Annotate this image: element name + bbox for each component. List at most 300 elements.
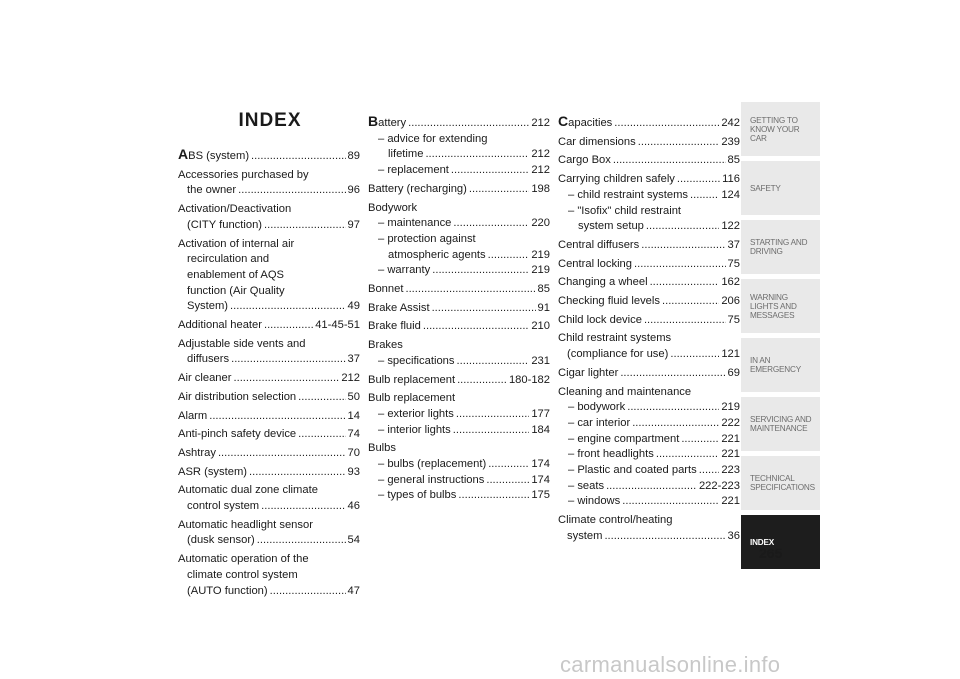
- index-line: [558, 385, 740, 401]
- index-line: [558, 494, 740, 510]
- leader-dots: [641, 238, 725, 254]
- watermark: carmanualsonline.info: [560, 652, 781, 677]
- index-entry: [558, 257, 740, 273]
- page-ref: 124: [721, 188, 740, 201]
- index-line: [368, 354, 550, 370]
- leader-dots: [425, 147, 529, 163]
- entry-label: (AUTO function): [187, 584, 268, 597]
- page-ref: 206: [721, 295, 740, 308]
- index-entry: [368, 301, 550, 317]
- index-line: [178, 318, 360, 334]
- entry-label: – seats: [568, 479, 605, 492]
- index-entry: [558, 366, 740, 382]
- index-line: [368, 282, 550, 298]
- page-ref: 49: [347, 300, 360, 313]
- leader-dots: [453, 216, 529, 232]
- index-line: [558, 463, 740, 479]
- entry-label: Cleaning and maintenance: [558, 385, 692, 398]
- page-ref: 46: [347, 500, 360, 513]
- index-line: [178, 465, 360, 481]
- leader-dots: [231, 352, 345, 368]
- index-entry: [558, 153, 740, 169]
- page-ref: 219: [531, 248, 550, 261]
- page-ref: 174: [531, 473, 550, 486]
- leader-dots: [620, 366, 725, 382]
- entry-label: – exterior lights: [378, 407, 454, 420]
- leader-dots: [264, 218, 346, 234]
- page-ref: 220: [531, 217, 550, 230]
- entry-label: atmospheric agents: [388, 248, 486, 261]
- page-ref: 222: [721, 416, 740, 429]
- entry-label: – warranty: [378, 264, 431, 277]
- entry-label: – maintenance: [378, 217, 452, 230]
- index-entry: [178, 318, 360, 334]
- index-entry: [178, 237, 360, 316]
- leader-dots: [261, 499, 345, 515]
- index-line: [368, 319, 550, 335]
- entry-label: the owner: [187, 184, 237, 197]
- page-ref: 91: [537, 301, 550, 314]
- entry-label: – front headlights: [568, 448, 654, 461]
- index-column-b: [368, 114, 550, 507]
- index-line: [558, 432, 740, 448]
- page-ref: 70: [347, 446, 360, 459]
- index-line: [558, 172, 740, 188]
- entry-label: Checking fluid levels: [558, 295, 660, 308]
- index-line: [178, 299, 360, 315]
- entry-label: – windows: [568, 495, 621, 508]
- leader-dots: [270, 584, 346, 600]
- index-entry: [368, 114, 550, 179]
- leader-dots: [699, 463, 720, 479]
- leader-dots: [432, 301, 536, 317]
- leader-dots: [233, 371, 339, 387]
- section-tab[interactable]: [741, 102, 820, 156]
- leader-dots: [230, 299, 346, 315]
- leader-dots: [650, 275, 720, 291]
- entry-label: Battery (recharging): [368, 182, 467, 195]
- page-ref: 210: [531, 320, 550, 333]
- index-entry: [558, 238, 740, 254]
- page-ref: 212: [531, 117, 550, 129]
- page-ref: 222-223: [698, 479, 740, 492]
- leader-dots: [218, 446, 346, 462]
- page-ref: 239: [721, 135, 740, 148]
- entry-label: Air distribution selection: [178, 390, 297, 403]
- entry-label: Bodywork: [368, 201, 418, 214]
- leader-dots: [249, 465, 346, 481]
- entry-label: Air cleaner: [178, 372, 232, 385]
- section-tab-label: IN AN EMERGENCY: [750, 356, 801, 374]
- index-line: [368, 132, 550, 148]
- leader-dots: [604, 529, 725, 545]
- page-ref: 41-45-51: [315, 319, 360, 332]
- entry-label: attery: [378, 117, 407, 129]
- index-line: [558, 188, 740, 204]
- index-entry: [558, 114, 740, 132]
- index-entry: [178, 465, 360, 481]
- entry-label: – bulbs (replacement): [378, 458, 487, 471]
- index-entry: [558, 135, 740, 151]
- page-ref: 219: [721, 401, 740, 414]
- entry-label: – replacement: [378, 164, 449, 177]
- page-ref: 37: [727, 238, 740, 251]
- page-ref: 85: [537, 283, 550, 296]
- index-column-a: [178, 147, 360, 602]
- page-ref: 221: [721, 432, 740, 445]
- page-ref: 177: [531, 407, 550, 420]
- entry-label: climate control system: [187, 568, 298, 581]
- entry-label: – child restraint systems: [568, 188, 688, 201]
- entry-label: Activation/Deactivation: [178, 203, 292, 216]
- leader-dots: [662, 294, 719, 310]
- section-tab[interactable]: [741, 161, 820, 215]
- entry-label: (CITY function): [187, 218, 263, 231]
- leader-dots: [298, 390, 345, 406]
- index-line: [178, 552, 360, 568]
- page-ref: 198: [531, 182, 550, 195]
- index-line: [178, 499, 360, 515]
- entry-label: Ashtray: [178, 446, 216, 459]
- section-tab-label: INDEX: [750, 537, 775, 547]
- page-ref: 122: [721, 220, 740, 233]
- page-ref: 184: [531, 423, 550, 436]
- entry-label: Brakes: [368, 339, 403, 352]
- index-line: [368, 263, 550, 279]
- leader-dots: [298, 427, 345, 443]
- leader-dots: [488, 457, 529, 473]
- index-line: [558, 513, 740, 529]
- entry-label: Central diffusers: [558, 238, 640, 251]
- page-ref: 116: [722, 173, 740, 186]
- entry-label: – protection against: [378, 232, 476, 245]
- index-entry: [368, 391, 550, 438]
- leader-dots: [677, 172, 720, 188]
- index-line: [558, 479, 740, 495]
- page-ref: 37: [347, 353, 360, 366]
- entry-label: – engine compartment: [568, 432, 680, 445]
- index-line: [178, 518, 360, 534]
- entry-label: – advice for extending: [378, 132, 488, 145]
- entry-label: Automatic operation of the: [178, 553, 309, 566]
- index-line: [558, 257, 740, 273]
- index-line: [368, 441, 550, 457]
- page-ref: 219: [531, 264, 550, 277]
- index-entry: [558, 294, 740, 310]
- index-line: [368, 488, 550, 504]
- index-entry: [368, 373, 550, 389]
- entry-label: Child restraint systems: [558, 332, 672, 345]
- leader-dots: [251, 149, 346, 165]
- entry-label: Climate control/heating: [558, 514, 673, 527]
- entry-label: System): [187, 300, 229, 313]
- index-line: [558, 366, 740, 382]
- entry-label: – "Isofix" child restraint: [568, 204, 682, 217]
- index-line: [178, 427, 360, 443]
- page-ref: 50: [347, 390, 360, 403]
- index-entry: [178, 518, 360, 549]
- index-line: [558, 400, 740, 416]
- leader-dots: [209, 409, 345, 425]
- index-line: [178, 147, 360, 165]
- section-tab-label: SERVICING AND MAINTENANCE: [750, 415, 812, 433]
- leader-dots: [681, 432, 719, 448]
- index-line: [558, 238, 740, 254]
- entry-label: Central locking: [558, 257, 632, 270]
- leader-dots: [456, 407, 529, 423]
- entry-label: Cigar lighter: [558, 366, 619, 379]
- page-ref: 180-182: [508, 373, 550, 386]
- leader-dots: [423, 319, 529, 335]
- index-entry: [368, 319, 550, 335]
- index-line: [558, 275, 740, 291]
- leader-dots: [632, 416, 719, 432]
- leader-dots: [405, 282, 535, 298]
- index-line: [558, 331, 740, 347]
- page-ref: 174: [531, 458, 550, 471]
- leader-dots: [451, 163, 529, 179]
- index-line: [178, 168, 360, 184]
- section-tab-label: WARNING LIGHTS AND MESSAGES: [750, 292, 797, 320]
- entry-label: control system: [187, 500, 260, 513]
- page-ref: 221: [721, 495, 740, 508]
- index-line: [178, 352, 360, 368]
- page-ref: 85: [727, 154, 740, 167]
- index-line: [178, 284, 360, 300]
- entry-label: – interior lights: [378, 423, 451, 436]
- entry-label: Bonnet: [368, 283, 404, 296]
- index-line: [558, 313, 740, 329]
- index-entry: [178, 552, 360, 599]
- page-ref: 231: [531, 354, 550, 367]
- index-line: [368, 114, 550, 132]
- entry-label: – bodywork: [568, 401, 626, 414]
- index-line: [368, 407, 550, 423]
- index-entry: [368, 441, 550, 504]
- index-entry: [178, 427, 360, 443]
- entry-label: apacities: [568, 117, 613, 129]
- leader-dots: [488, 248, 530, 264]
- entry-label: Adjustable side vents and: [178, 337, 306, 350]
- page-ref: 221: [721, 448, 740, 461]
- section-tab-label: TECHNICAL SPECIFICATIONS: [750, 474, 815, 492]
- index-line: [178, 202, 360, 218]
- section-tab[interactable]: [741, 456, 820, 510]
- index-entry: [558, 385, 740, 511]
- leader-dots: [257, 533, 346, 549]
- index-line: [368, 423, 550, 439]
- index-line: [558, 347, 740, 363]
- page-ref: 212: [341, 372, 360, 385]
- leader-dots: [432, 263, 529, 279]
- index-line: [178, 237, 360, 253]
- index-line: [178, 268, 360, 284]
- index-line: [178, 371, 360, 387]
- page-ref: 162: [721, 276, 740, 289]
- entry-label: Automatic headlight sensor: [178, 518, 313, 531]
- index-line: [178, 390, 360, 406]
- leader-dots: [622, 494, 719, 510]
- leader-dots: [264, 318, 313, 334]
- index-line: [178, 568, 360, 584]
- entry-label: function (Air Quality: [187, 284, 285, 297]
- page-ref: 121: [721, 348, 740, 361]
- index-line: [558, 416, 740, 432]
- section-tab[interactable]: [741, 397, 820, 451]
- index-line: [368, 457, 550, 473]
- index-line: [178, 409, 360, 425]
- index-entry: [178, 409, 360, 425]
- entry-label: Child lock device: [558, 313, 642, 326]
- section-tab[interactable]: [741, 338, 820, 392]
- page-ref: 14: [347, 409, 360, 422]
- entry-label: – Plastic and coated parts: [568, 464, 697, 477]
- initial-letter: B: [368, 113, 379, 129]
- entry-label: Additional heater: [178, 319, 262, 332]
- entry-label: enablement of AQS: [187, 268, 285, 281]
- index-line: [558, 204, 740, 220]
- index-line: [178, 183, 360, 199]
- entry-label: Accessories purchased by: [178, 168, 309, 181]
- index-line: [558, 447, 740, 463]
- section-tab-label: STARTING AND DRIVING: [750, 238, 808, 256]
- entry-label: – specifications: [378, 354, 455, 367]
- index-entry: [178, 446, 360, 462]
- page-ref: 93: [347, 465, 360, 478]
- entry-label: – types of bulbs: [378, 489, 457, 502]
- index-entry: [558, 331, 740, 362]
- page-ref: 47: [347, 584, 360, 597]
- leader-dots: [606, 479, 697, 495]
- index-line: [558, 153, 740, 169]
- leader-dots: [453, 423, 530, 439]
- leader-dots: [656, 447, 719, 463]
- index-entry: [558, 275, 740, 291]
- leader-dots: [469, 182, 529, 198]
- entry-label: ASR (system): [178, 465, 247, 478]
- page-ref: 175: [531, 489, 550, 502]
- section-tab[interactable]: [741, 220, 820, 274]
- index-line: [368, 182, 550, 198]
- index-line: [178, 252, 360, 268]
- page-ref: 96: [347, 184, 360, 197]
- index-line: [558, 294, 740, 310]
- index-line: [558, 114, 740, 132]
- index-line: [558, 135, 740, 151]
- index-line: [368, 248, 550, 264]
- leader-dots: [457, 373, 507, 389]
- entry-label: – car interior: [568, 416, 631, 429]
- leader-dots: [670, 347, 719, 363]
- leader-dots: [457, 354, 530, 370]
- page-ref: 212: [531, 164, 550, 177]
- index-line: [178, 218, 360, 234]
- entry-label: – general instructions: [378, 473, 485, 486]
- entry-label: system setup: [578, 220, 644, 233]
- entry-label: Alarm: [178, 409, 208, 422]
- leader-dots: [644, 313, 726, 329]
- leader-dots: [634, 257, 726, 273]
- index-line: [558, 219, 740, 235]
- index-line: [368, 473, 550, 489]
- index-entry: [178, 337, 360, 368]
- entry-label: Bulb replacement: [368, 392, 456, 405]
- entry-label: Carrying children safely: [558, 173, 675, 186]
- leader-dots: [627, 400, 719, 416]
- entry-label: (dusk sensor): [187, 534, 255, 547]
- index-line: [178, 584, 360, 600]
- page-ref: 54: [347, 534, 360, 547]
- index-line: [368, 163, 550, 179]
- section-tab-label: GETTING TO KNOW YOUR CAR: [750, 115, 800, 143]
- entry-label: Changing a wheel: [558, 276, 648, 289]
- page-title: INDEX: [238, 110, 302, 131]
- index-line: [368, 201, 550, 217]
- index-line: [368, 338, 550, 354]
- leader-dots: [238, 183, 345, 199]
- index-column-c: [558, 114, 740, 548]
- index-line: [178, 533, 360, 549]
- entry-label: Activation of internal air: [178, 237, 295, 250]
- index-entry: [178, 371, 360, 387]
- leader-dots: [690, 188, 719, 204]
- entry-label: lifetime: [388, 148, 424, 161]
- entry-label: Car dimensions: [558, 135, 636, 148]
- entry-label: Cargo Box: [558, 154, 611, 167]
- entry-label: recirculation and: [187, 253, 270, 266]
- leader-dots: [614, 116, 719, 132]
- page-ref: 75: [727, 313, 740, 326]
- entry-label: BS (system): [188, 150, 250, 162]
- entry-label: Bulbs: [368, 442, 396, 455]
- section-tab-label: SAFETY: [750, 183, 781, 193]
- initial-letter: C: [558, 113, 569, 129]
- section-tabs: [741, 102, 820, 574]
- page-ref: 36: [727, 529, 740, 542]
- index-line: [178, 446, 360, 462]
- entry-label: (compliance for use): [567, 348, 669, 361]
- entry-label: Brake Assist: [368, 301, 430, 314]
- page-number: 265: [759, 545, 783, 561]
- index-line: [368, 373, 550, 389]
- section-tab[interactable]: [741, 279, 820, 333]
- entry-label: Anti-pinch safety device: [178, 428, 297, 441]
- page-ref: 74: [347, 428, 360, 441]
- page-ref: 89: [347, 150, 360, 162]
- index-line: [178, 337, 360, 353]
- leader-dots: [613, 153, 726, 169]
- index-line: [368, 391, 550, 407]
- index-line: [368, 232, 550, 248]
- page-ref: 212: [531, 148, 550, 161]
- entry-label: system: [567, 529, 603, 542]
- index-entry: [178, 390, 360, 406]
- index-entry: [368, 182, 550, 198]
- page-ref: 97: [347, 218, 360, 231]
- page-ref: 75: [727, 257, 740, 270]
- leader-dots: [638, 135, 720, 151]
- index-line: [368, 216, 550, 232]
- entry-label: Bulb replacement: [368, 373, 456, 386]
- index-entry: [558, 172, 740, 235]
- index-entry: [178, 168, 360, 199]
- leader-dots: [458, 488, 529, 504]
- page-ref: 223: [721, 464, 740, 477]
- entry-label: Automatic dual zone climate: [178, 484, 318, 497]
- index-entry: [558, 313, 740, 329]
- entry-label: Brake fluid: [368, 320, 421, 333]
- page-ref: 242: [721, 117, 740, 129]
